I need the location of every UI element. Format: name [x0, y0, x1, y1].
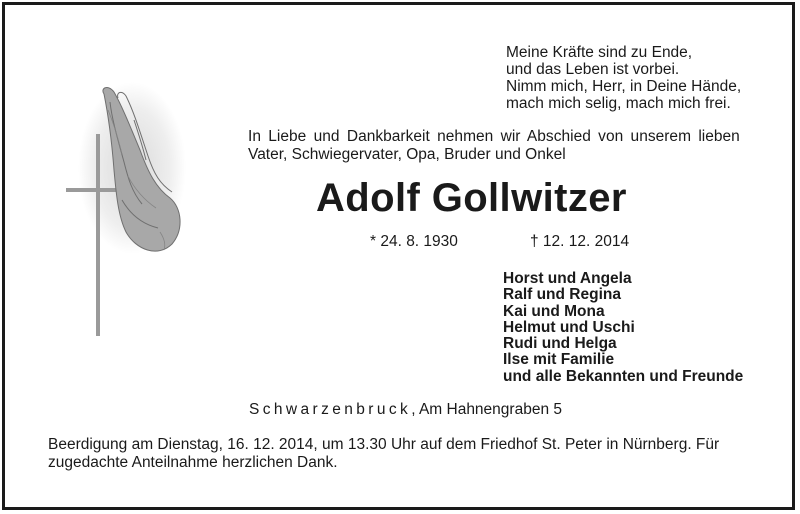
deceased-name: Adolf Gollwitzer [316, 176, 627, 220]
death-date: † 12. 12. 2014 [530, 233, 630, 250]
family-member: Ralf und Regina [503, 286, 621, 304]
verse-line: Meine Kräfte sind zu Ende, [506, 44, 693, 61]
family-member: und alle Bekannten und Freunde [503, 367, 744, 385]
praying-hands-cross-icon [60, 80, 190, 342]
birth-date: * 24. 8. 1930 [370, 233, 458, 250]
funeral-line: Beerdigung am Dienstag, 16. 12. 2014, um 13.30 Uhr auf dem Friedhof St. Peter in Nürnberg. Für [48, 436, 720, 453]
verse-line: und das Leben ist vorbei. [506, 61, 680, 78]
intro-line: Vater, Schwiegervater, Opa, Bruder und Onkel [248, 146, 566, 163]
verse-line: Nimm mich, Herr, in Deine Hände, [506, 78, 742, 95]
verse [506, 44, 741, 112]
family-member: Rudi und Helga [503, 335, 617, 353]
address-city: Schwarzenbruck [249, 401, 412, 418]
family-member: Helmut und Uschi [503, 318, 635, 336]
funeral-line: zugedachte Anteilnahme herzlichen Dank. [48, 454, 338, 471]
address-street: , Am Hahnengraben 5 [411, 401, 562, 418]
intro-line: In Liebe und Dankbarkeit nehmen wir Abschied von unserem lieben [248, 128, 740, 145]
family-list [503, 271, 743, 385]
verse-line: mach mich selig, mach mich frei. [506, 95, 731, 112]
funeral-notice [48, 436, 758, 472]
family-member: Ilse mit Familie [503, 351, 615, 369]
family-member: Horst und Angela [503, 270, 632, 287]
family-member: Kai und Mona [503, 302, 605, 320]
address [249, 401, 562, 419]
intro-text [248, 128, 740, 164]
